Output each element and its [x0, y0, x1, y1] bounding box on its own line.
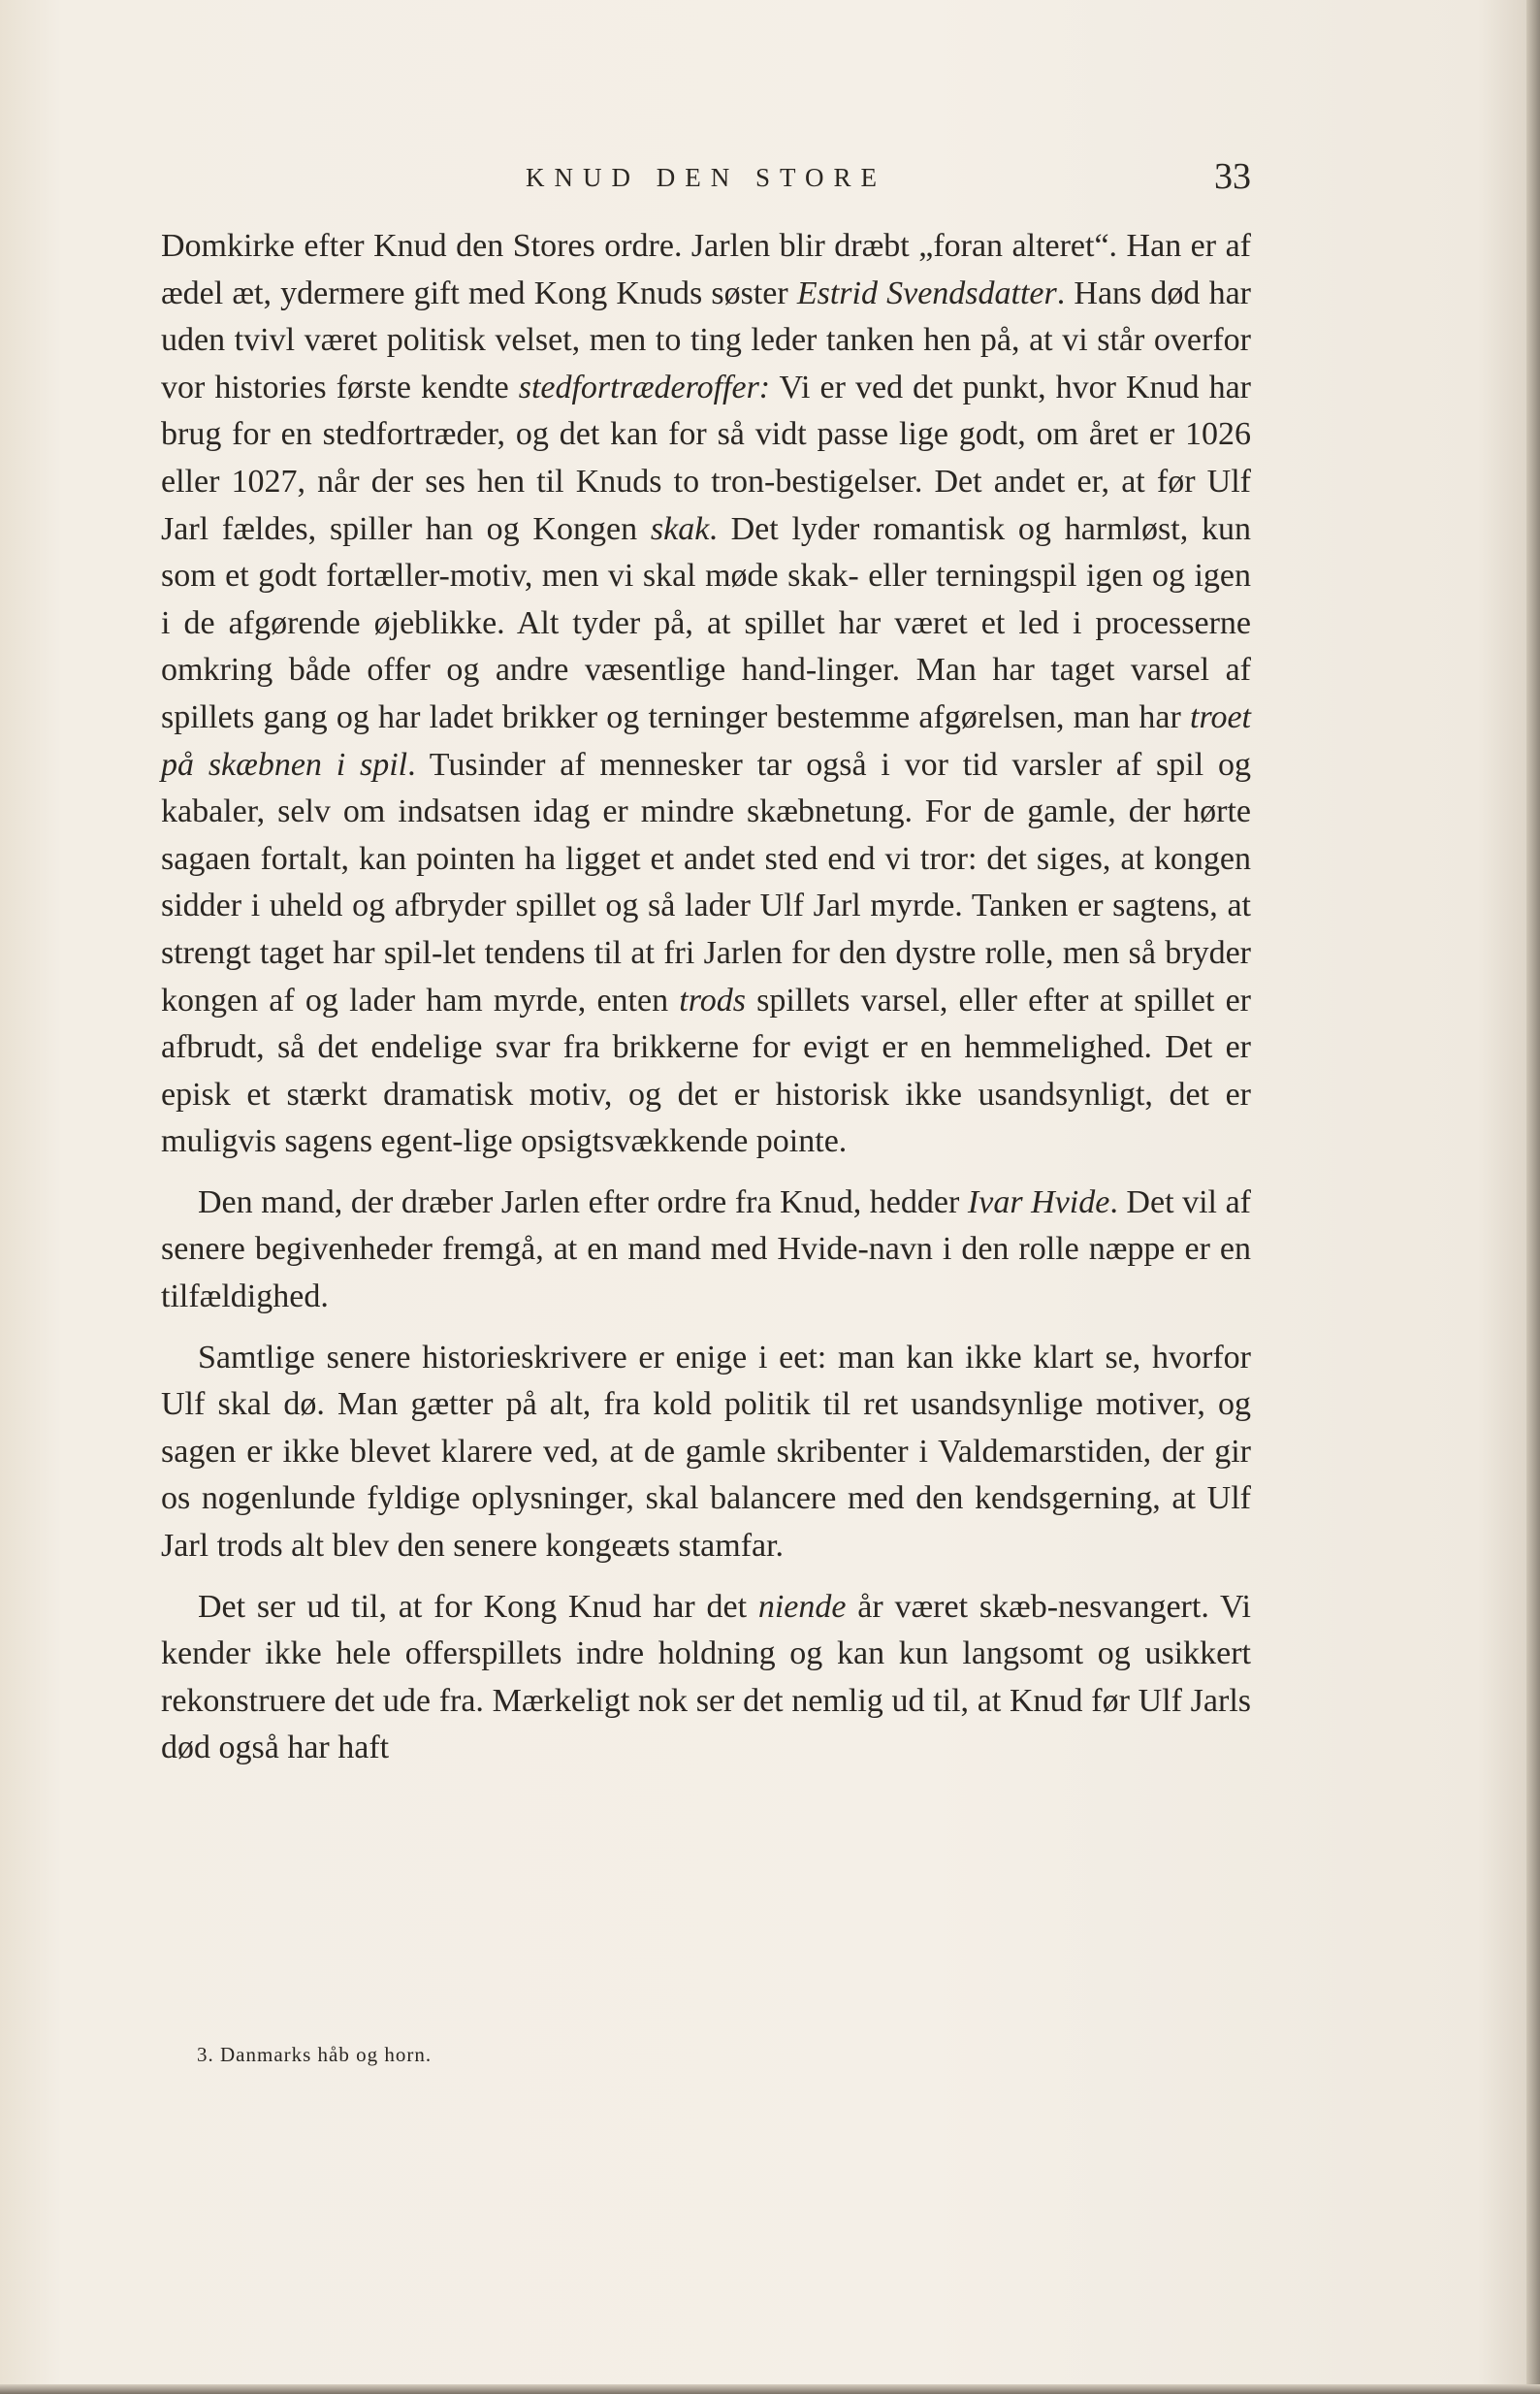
text-run: Det ser ud til, at for Kong Knud har det [198, 1588, 758, 1625]
italic-text: troet på skæbnen i spil [161, 698, 1251, 783]
text-run: Vi er ved det punkt, hvor Knud har brug for en stedfortræder, og det kan for så vidt passe lige godt, om året er 1026 eller 1027, når der ses hen til Knuds to tron-bestigelser. Det andet er, at før Ulf Jarl fældes, spiller han og Kongen [161, 369, 1252, 547]
italic-text: niende [757, 1588, 847, 1625]
paragraph [161, 1584, 1251, 1772]
text-run: Domkirke efter Knud den Stores ordre. Jarlen blir dræbt „foran alteret“. Han er af ædel æt, ydermere gift med Kong Knuds søster [161, 228, 1251, 311]
text-run: spillets varsel, eller efter at spillet er afbrudt, så det endelige svar fra brikkerne for evigt er en hemmelighed. Det er episk et stærkt dramatisk motiv, og det er historisk ikke usandsynligt, det er muligvis sagens egent-lige opsigtsvækkende pointe. [161, 982, 1252, 1160]
page-number: 33 [1214, 156, 1251, 197]
paragraph [161, 223, 1251, 1166]
italic-text: stedfortræderoffer: [518, 369, 771, 405]
text-run: . Tusinder af mennesker tar også i vor tid varsler af spil og kabaler, selv om indsatsen idag er mindre skæbnetung. For de gamle, der hørte sagaen fortalt, kan pointen ha ligget et andet sted end vi tror: det siges, at kongen sidder i uheld og afbryder spillet og så lader Ulf Jarl myrde. Tanken er sagtens, at strengt taget har spil-let tendens til at fri Jarlen for den dystre rolle, men så bryder kongen af og lader ham myrde, enten [161, 746, 1251, 1019]
body-text [161, 223, 1251, 1786]
page-header [161, 155, 1251, 204]
printer-signature: 3. Danmarks håb og horn. [197, 2043, 433, 2066]
italic-text: skak [650, 510, 710, 547]
page-edge-bottom [0, 2384, 1540, 2394]
text-run: . Hans død har uden tvivl været politisk velset, men to ting leder tanken hen på, at vi står overfor vor histories første kendte [161, 275, 1251, 405]
text-run: Samtlige senere historieskrivere er enige i eet: man kan ikke klart se, hvorfor Ulf skal dø. Man gætter på alt, fra kold politik til ret usandsynlige motiver, og sagen er ikke blevet klarere ved, at de gamle skribenter i Valdemarstiden, der gir os nogenlunde fyldige oplysninger, skal balancere med den kendsgerning, at Ulf Jarl trods alt blev den senere kongeæts stamfar. [161, 1339, 1251, 1565]
italic-text: trods [679, 982, 746, 1019]
page-edge-right [1526, 0, 1540, 2394]
text-run: år været skæb-nesvangert. Vi kender ikke hele offerspillets indre holdning og kan kun langsomt og usikkert rekonstruere det ude fra. Mærkeligt nok ser det nemlig ud til, at Knud før Ulf Jarls død også har haft [161, 1588, 1251, 1766]
text-run: . Det vil af senere begivenheder fremgå, at en mand med Hvide-navn i den rolle næppe er en tilfældighed. [161, 1183, 1251, 1315]
text-run: Den mand, der dræber Jarlen efter ordre fra Knud, hedder [198, 1183, 968, 1220]
italic-text: Estrid Svendsdatter [796, 275, 1057, 311]
italic-text: Ivar Hvide [967, 1183, 1110, 1220]
paragraph [161, 1335, 1251, 1570]
paragraph [161, 1180, 1251, 1321]
running-head: KNUD DEN STORE [525, 163, 886, 192]
text-run: . Det lyder romantisk og harmløst, kun som et godt fortæller-motiv, men vi skal møde skak- eller terningspil igen og igen i de afgørende øjeblikke. Alt tyder på, at spillet har været et led i processerne omkring både offer og andre væsentlige hand-linger. Man har taget varsel af spillets gang og har ladet brikker og terninger bestemme afgørelsen, man har [161, 510, 1252, 735]
